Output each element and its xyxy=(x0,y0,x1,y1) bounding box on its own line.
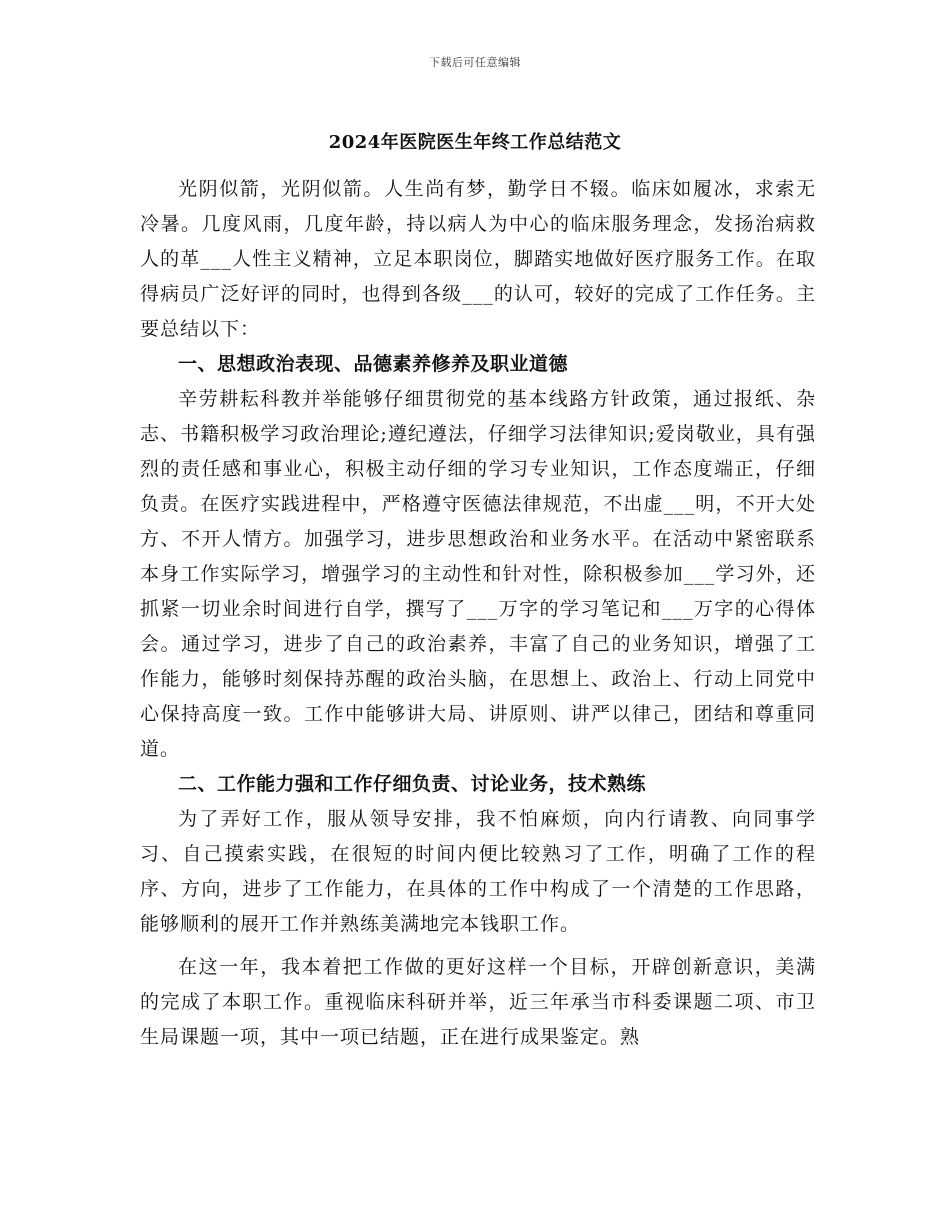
document-body xyxy=(140,172,816,1055)
section-2-heading: 二、工作能力强和工作仔细负责、讨论业务，技术熟练 xyxy=(178,773,647,795)
page-header-note: 下载后可任意编辑 xyxy=(429,56,521,69)
section-1-heading: 一、思想政治表现、品德素养修养及职业道德 xyxy=(178,353,569,375)
section-2-paragraph-1: 为了弄好工作，服从领导安排，我不怕麻烦，向内行请教、向同事学习、自己摸索实践，在很短的时间内便比较熟习了工作，明确了工作的程序、方向，进步了工作能力，在具体的工作中构成了一个清楚的工作思路，能够顺利的展开工作并熟练美满地完本钱职工作。 xyxy=(140,808,816,935)
document-title: 2024年医院医生年终工作总结范文 xyxy=(328,132,622,153)
intro-paragraph: 光阴似箭，光阴似箭。人生尚有梦，勤学日不辍。临床如履冰，求索无冷暑。几度风雨，几度年龄，持以病人为中心的临床服务理念，发扬治病救人的革___人性主义精神，立足本职岗位，脚踏实地做好医疗服务工作。在取得病员广泛好评的同时，也得到各级___的认可，较好的完成了工作任务。主要总结以下： xyxy=(140,178,816,340)
section-2-paragraph-2: 在这一年，我本着把工作做的更好这样一个目标，开辟创新意识，美满的完成了本职工作。重视临床科研并举，近三年承当市科委课题二项、市卫生局课题一项，其中一项已结题，正在进行成果鉴定。熟 xyxy=(140,956,816,1048)
section-1-paragraph: 辛劳耕耘科教并举能够仔细贯彻党的基本线路方针政策，通过报纸、杂志、书籍积极学习政治理论;遵纪遵法，仔细学习法律知识;爱岗敬业，具有强烈的责任感和事业心，积极主动仔细的学习专业知识，工作态度端正，仔细负责。在医疗实践进程中，严格遵守医德法律规范，不出虚___明，不开大处方、不开人情方。加强学习，进步思想政治和业务水平。在活动中紧密联系本身工作实际学习，增强学习的主动性和针对性，除积极参加___学习外，还抓紧一切业余时间进行自学，撰写了___万字的学习笔记和___万字的心得体会。通过学习，进步了自己的政治素养，丰富了自己的业务知识，增强了工作能力，能够时刻保持苏醒的政治头脑，在思想上、政治上、行动上同党中心保持高度一致。工作中能够讲大局、讲原则、讲严以律己，团结和尊重同道。 xyxy=(140,388,816,760)
